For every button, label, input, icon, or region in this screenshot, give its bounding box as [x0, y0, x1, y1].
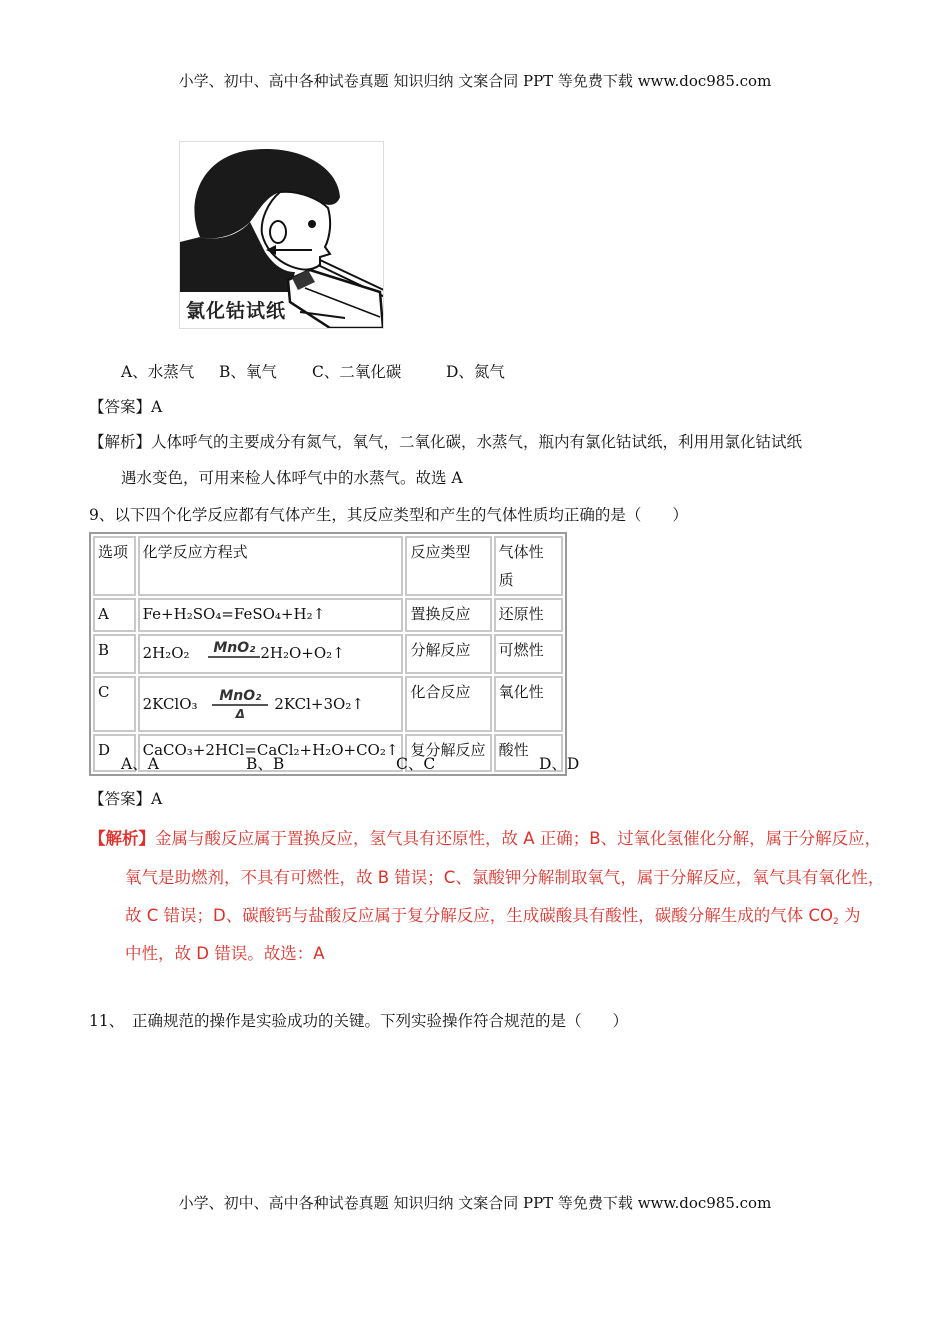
- q9-stem: 9、以下四个化学反应都有气体产生，其反应类型和产生的气体性质均正确的是（ ）: [89, 506, 688, 524]
- header-reaction-type: 反应类型: [405, 536, 491, 596]
- q9-analysis-line4: 中性，故 D 错误。故选：A: [125, 944, 325, 963]
- q9-analysis-line3: [125, 902, 860, 927]
- q11-stem: 11、 正确规范的操作是实验成功的关键。下列实验操作符合规范的是（ ）: [89, 1012, 628, 1030]
- row-b-equation: [138, 634, 404, 674]
- q9-analysis-line1: [89, 825, 881, 849]
- q9-analysis-text3c: 为: [843, 906, 861, 925]
- breath-test-figure: [179, 141, 384, 329]
- row-b-reactant: 2H₂O₂: [142, 644, 190, 662]
- row-d-option: D: [93, 734, 136, 772]
- table-header-row: [93, 536, 563, 596]
- q9-option-a: A、A: [121, 755, 159, 773]
- row-a-option: A: [93, 598, 136, 632]
- row-c-product: 2KCl+3O₂↑: [274, 695, 364, 713]
- q8-option-c: C、二氧化碳: [312, 363, 402, 381]
- row-b-type: 分解反应: [405, 634, 491, 674]
- q9-analysis-line2: 氧气是助燃剂，不具有可燃性，故 B 错误；C、氯酸钾分解制取氧气，属于分解反应，氧气具有氧化性，: [125, 868, 885, 887]
- row-c-equation: [138, 676, 404, 732]
- q9-analysis-text3a: 故 C 错误；D、碳酸钙与盐酸反应属于复分解反应，生成碳酸具有酸性，碳酸分解生成的气体 CO: [125, 906, 833, 925]
- row-b-catalyst: MnO₂: [208, 640, 260, 658]
- q9-analysis-text1: 金属与酸反应属于置换反应，氢气具有还原性，故 A 正确；B、过氧化氢催化分解，属于分解反应，: [155, 829, 882, 848]
- q9-table: [89, 532, 567, 776]
- q8-answer: 【答案】A: [89, 398, 163, 416]
- row-a-type: 置换反应: [405, 598, 491, 632]
- row-d-property: 酸性: [494, 734, 563, 772]
- table-row: [93, 598, 563, 632]
- row-c-option: C: [93, 676, 136, 732]
- row-b-option: B: [93, 634, 136, 674]
- q9-analysis-text3b: 2: [832, 917, 839, 927]
- row-d-equation: CaCO₃+2HCl=CaCl₂+H₂O+CO₂↑: [138, 734, 404, 772]
- q8-option-b: B、氧气: [219, 363, 277, 381]
- table-row: [93, 676, 563, 732]
- q8-analysis-line1: 【解析】人体呼气的主要成分有氮气，氧气，二氧化碳，水蒸气，瓶内有氯化钴试纸，利用用氯化钴试纸: [89, 433, 803, 451]
- row-c-reactant: 2KClO₃: [142, 695, 198, 713]
- row-d-type: 复分解反应: [405, 734, 491, 772]
- row-a-property: 还原性: [494, 598, 563, 632]
- header-equation: 化学反应方程式: [138, 536, 404, 596]
- q9-option-d: D、D: [539, 755, 580, 773]
- row-c-property: 氧化性: [494, 676, 563, 732]
- table-row: [93, 634, 563, 674]
- q9-option-c: C、C: [396, 755, 436, 773]
- q9-answer: 【答案】A: [89, 790, 163, 808]
- q9-option-b: B、B: [246, 755, 285, 773]
- q8-analysis-line2: 遇水变色，可用来检人体呼气中的水蒸气。故选 A: [121, 469, 463, 487]
- row-b-property: 可燃性: [494, 634, 563, 674]
- header-option: 选项: [93, 536, 136, 596]
- header-gas-property: 气体性质: [494, 536, 563, 596]
- q8-option-d: D、氮气: [446, 363, 505, 381]
- table-row: [93, 734, 563, 772]
- q9-analysis-tag: 【解析】: [89, 829, 155, 848]
- row-c-heat: Δ: [235, 707, 245, 721]
- q8-option-a: A、水蒸气: [121, 363, 195, 381]
- row-c-type: 化合反应: [405, 676, 491, 732]
- row-c-catalyst: MnO₂: [212, 688, 268, 706]
- page-header: 小学、初中、高中各种试卷真题 知识归纳 文案合同 PPT 等免费下载 www.doc985.com: [178, 72, 772, 90]
- row-c-condition: [212, 688, 268, 722]
- row-a-equation: Fe+H₂SO₄=FeSO₄+H₂↑: [138, 598, 404, 632]
- page-footer: 小学、初中、高中各种试卷真题 知识归纳 文案合同 PPT 等免费下载 www.doc985.com: [178, 1194, 772, 1212]
- cobalt-chloride-paper-label: 氯化钴试纸: [186, 300, 287, 322]
- row-b-product: 2H₂O+O₂↑: [260, 644, 345, 662]
